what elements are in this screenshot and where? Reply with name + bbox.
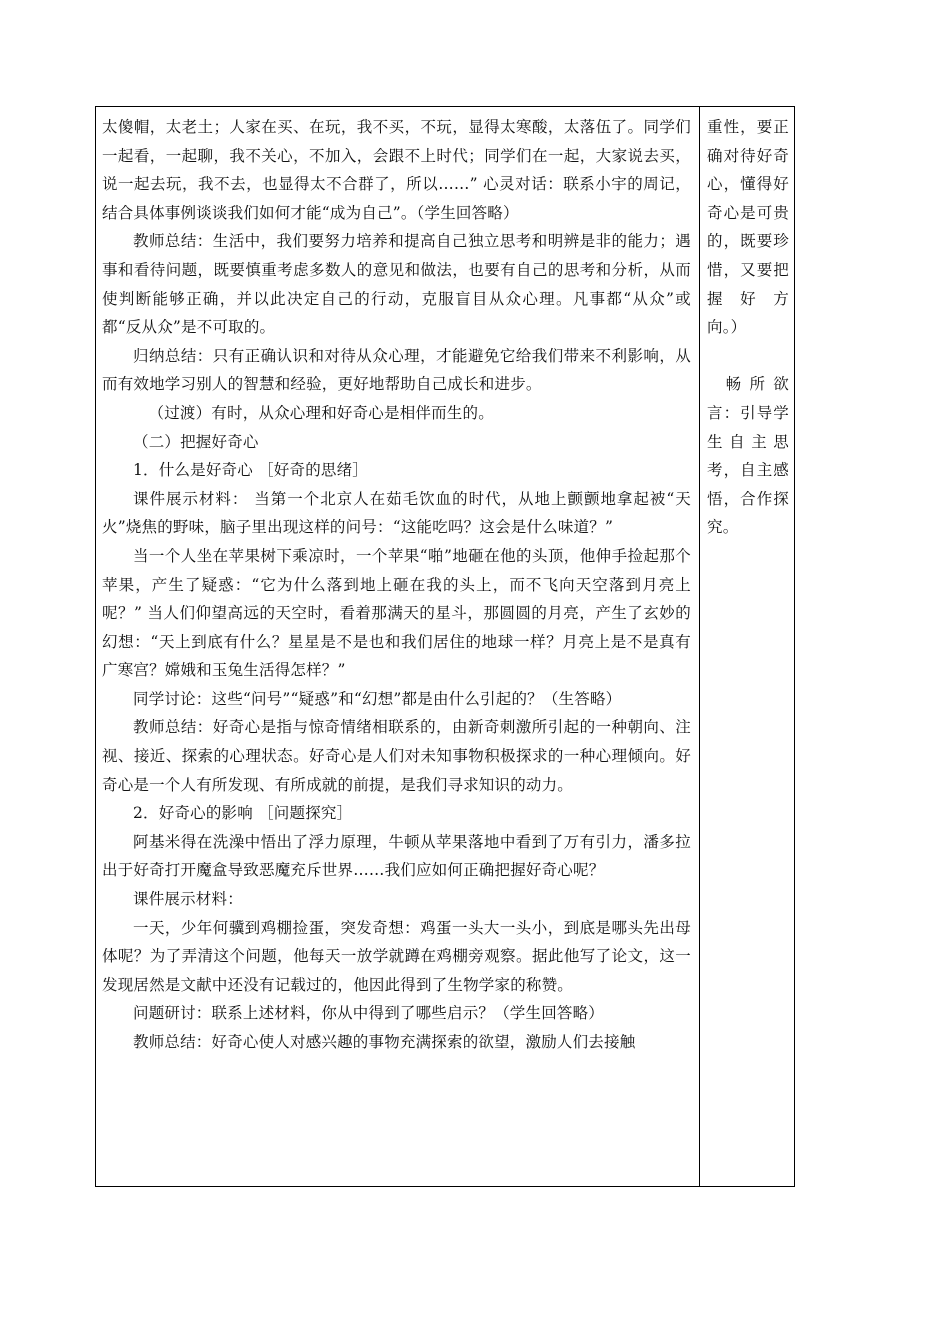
paragraph-research-question: 问题研讨：联系上述材料，你从中得到了哪些启示？（学生回答略）: [133, 1004, 605, 1023]
paragraph-teacher-summary-2: 教师总结：好奇心是指与惊奇情绪相联系的，由新奇刺激所引起的一种朝向、注视、接近、探索的心理状态。好奇心是人们对未知事物积极探求的一种心理倾向。好奇心是一个人有所发现、有所成就的前提，是我们寻求知识的动力。: [102, 718, 691, 794]
design-intent-column: [700, 113, 795, 542]
side-note-curiosity: 重性，要正确对待好奇心，懂得好奇心是可贵的，既要珍惜，又要把握 好 方向。）: [707, 118, 789, 337]
paragraph-examples: 阿基米得在洗澡中悟出了浮力原理，牛顿从苹果落地中看到了万有引力，潘多拉出于好奇打开魔盒导致恶魔充斥世界……我们应如何正确把握好奇心呢？: [102, 832, 691, 880]
paragraph-egg-story: 一天，少年何骥到鸡棚捡蛋，突发奇想：鸡蛋一头大一头小，到底是哪头先出母体呢？为了弄清这个问题，他每天一放学就蹲在鸡棚旁观察。据此他写了论文，这一发现居然是文献中还没有记载过的，他因此得到了生物学家的称赞。: [102, 918, 691, 994]
paragraph-material-1: 课件展示材料： 当第一个北京人在茹毛饮血的时代，从地上颤颤地拿起被“天火”烧焦的野味，脑子里出现这样的问号：“这能吃吗？这会是什么味道？”: [102, 489, 691, 537]
side-note-discussion: 畅所欲言：引导学生自主思考，自主感悟，合作探究。: [707, 375, 789, 537]
subheading-curiosity-influence: 2．好奇心的影响 ［问题探究］: [133, 804, 353, 823]
paragraph-apple-story: 当一个人坐在苹果树下乘凉时，一个苹果“啪”地砸在他的头顶，他伸手捡起那个苹果，产生了疑惑：“它为什么落到地上砸在我的头上，而不飞向天空落到月亮上呢？” 当人们仰望高远的天空时，看着那满天的星斗，那圆圆的月亮，产生了玄妙的幻想：“天上到底有什么？星星是不是也和我们居住的地球一样？月亮上是不是真有广寒宫？嫦娥和玉兔生活得怎样？”: [102, 546, 691, 680]
section-heading-curiosity: （二）把握好奇心: [133, 432, 259, 451]
subheading-what-is-curiosity: 1．什么是好奇心 ［好奇的思绪］: [133, 461, 368, 480]
paragraph-discussion: 同学讨论：这些“问号”“疑惑”和“幻想”都是由什么引起的？（生答略）: [133, 689, 622, 708]
paragraph-teacher-summary-3: 教师总结：好奇心使人对感兴趣的事物充满探索的欲望，激励人们去接触: [133, 1033, 636, 1051]
teaching-process-column: [96, 113, 699, 1057]
paragraph-teacher-summary-1: 教师总结：生活中，我们要努力培养和提高自己独立思考和明辨是非的能力；遇事和看待问题，既要慎重考虑多数人的意见和做法，也要有自己的思考和分析，从而使判断能够正确，并以此决定自己的行动，克服盲目从众心理。凡事都“从众”或都“反从众”是不可取的。: [102, 232, 691, 337]
lesson-plan-table: [95, 106, 795, 1187]
paragraph-material-label: 课件展示材料：: [133, 890, 243, 909]
paragraph-transition: （过渡）有时，从众心理和好奇心是相伴而生的。: [148, 403, 494, 422]
paragraph-continuation: 太傻帽，太老土；人家在买、在玩，我不买，不玩，显得太寒酸，太落伍了。同学们一起看，一起聊，我不关心，不加入，会跟不上时代；同学们在一起，大家说去买，说一起去玩，我不去，也显得太不合群了，所以……” 心灵对话：联系小宇的周记，结合具体事例谈谈我们如何才能“成为自己”。（学生回答略）: [102, 118, 691, 222]
paragraph-conclusion: 归纳总结：只有正确认识和对待从众心理，才能避免它给我们带来不利影响，从而有效地学习别人的智慧和经验，更好地帮助自己成长和进步。: [102, 346, 691, 394]
